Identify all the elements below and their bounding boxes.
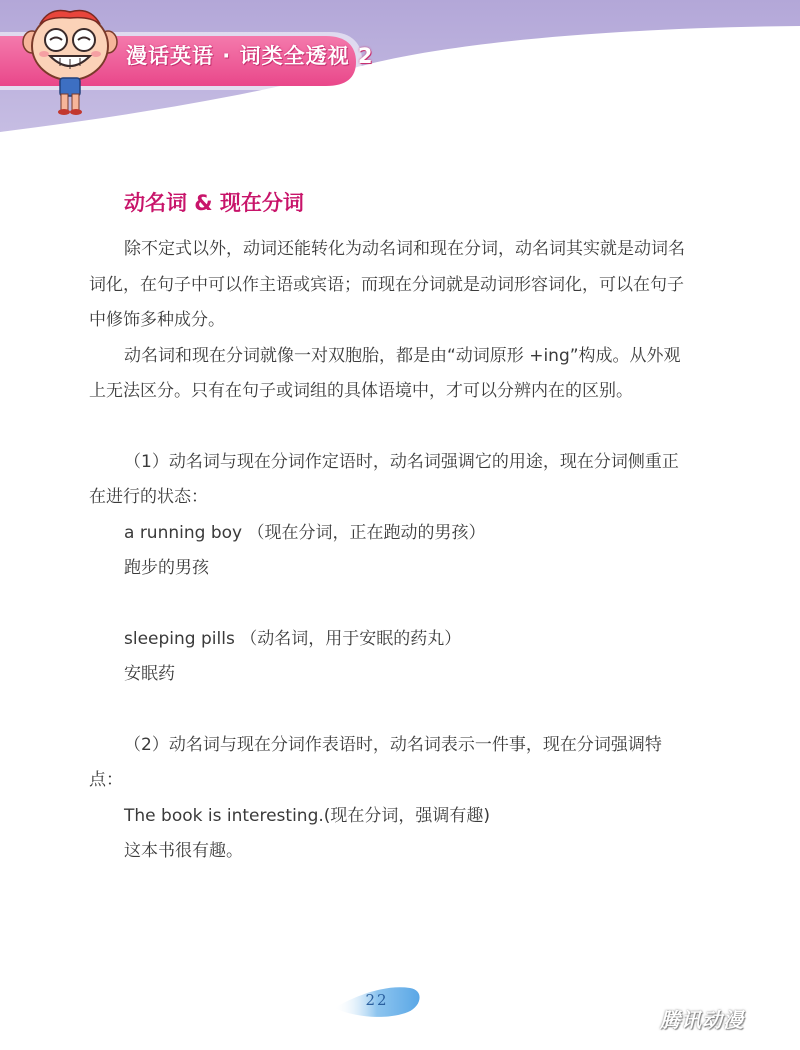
example-book-interesting-translation: 这本书很有趣。 bbox=[124, 841, 243, 861]
page-number-badge bbox=[332, 980, 422, 1020]
example-sleeping-pills: sleeping pills （动名词，用于安眠的药丸） bbox=[124, 628, 462, 649]
header-background bbox=[0, 0, 800, 140]
spacer bbox=[89, 410, 689, 445]
example-running-boy-translation: 跑步的男孩 bbox=[124, 558, 209, 578]
page-content bbox=[89, 188, 689, 870]
paragraph-twins: 动名词和现在分词就像一对双胞胎，都是由“动词原形 +ing”构成。从外观上无法区分。只有在句子或词组的具体语境中，才可以分辨内在的区别。 bbox=[89, 345, 681, 401]
example-book-interesting: The book is interesting.(现在分词，强调有趣) bbox=[124, 805, 491, 826]
spacer bbox=[89, 587, 689, 622]
section-title: 动名词 & 现在分词 bbox=[124, 191, 304, 215]
point-2-intro: （2）动名词与现在分词作表语时，动名词表示一件事，现在分词强调特点： bbox=[89, 734, 662, 790]
watermark-logo: 腾讯动漫 bbox=[660, 1008, 744, 1032]
page-number: 22 bbox=[365, 991, 389, 1009]
series-title: 漫话英语 · 词类全透视 2 bbox=[126, 44, 374, 68]
paragraph-intro: 除不定式以外，动词还能转化为动名词和现在分词，动名词其实就是动词名词化，在句子中可以作主语或宾语；而现在分词就是动词形容词化，可以在句子中修饰多种成分。 bbox=[89, 239, 685, 330]
example-running-boy: a running boy （现在分词，正在跑动的男孩） bbox=[124, 522, 486, 543]
page-header bbox=[0, 0, 800, 140]
example-sleeping-pills-translation: 安眠药 bbox=[124, 664, 175, 684]
spacer bbox=[89, 693, 689, 728]
point-1-intro: （1）动名词与现在分词作定语时，动名词强调它的用途，现在分词侧重正在进行的状态： bbox=[89, 451, 679, 507]
mascot-illustration bbox=[20, 4, 120, 116]
